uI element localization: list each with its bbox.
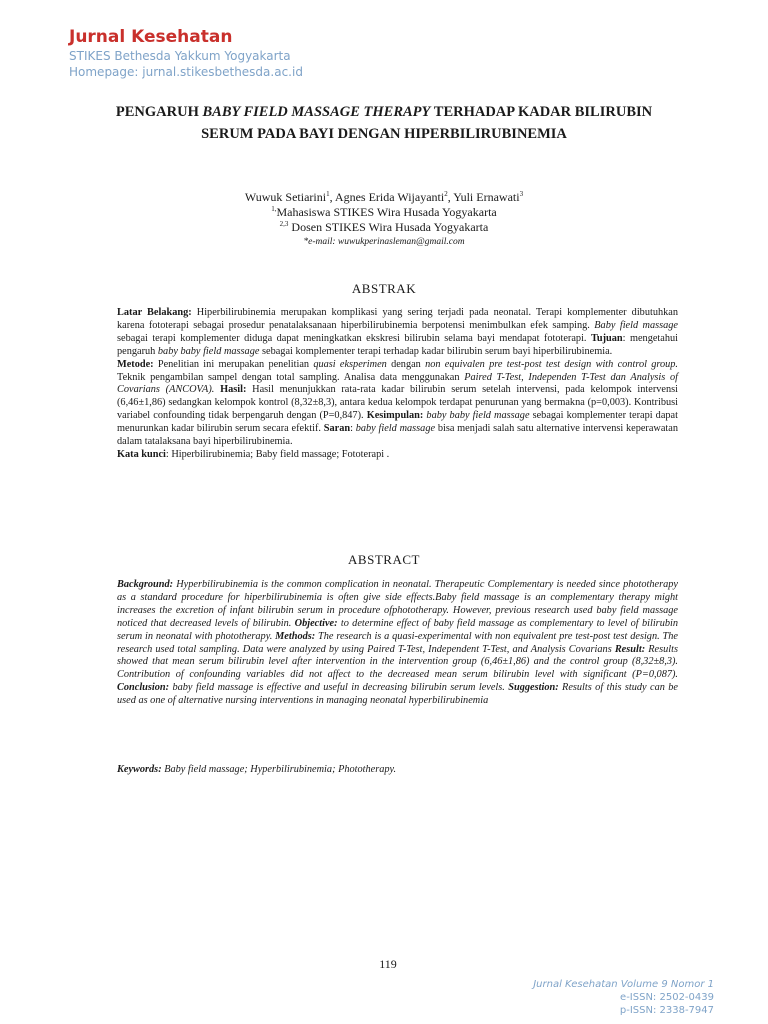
text-italic: baby baby field massage — [423, 410, 530, 422]
journal-homepage[interactable]: Homepage: jurnal.stikesbethesda.ac.id — [69, 65, 303, 79]
text: sebagai terapi komplementer diduga dapat meningkatkan ekskresi bilirubin selama bayi mendapat fototerapi. — [117, 332, 591, 344]
text: sebagai komplementer terapi dapat menurunkan kadar bilirubin serum secara efektif. — [117, 410, 678, 435]
text: Teknik pengambilan sampel dengan total sampling. Analisa data menggunakan — [117, 371, 465, 383]
author-list: Wuwuk Setiarini$^1$, Agnes Erida Wijayanti$^2$, Yuli Ernawati$^3$ — [244, 190, 524, 204]
affiliation-sup: 2,3 — [279, 220, 289, 228]
label-conclusion: Conclusion: — [117, 682, 170, 694]
label-kesimpulan: Kesimpulan: — [366, 410, 424, 422]
abstrak-heading: ABSTRAK — [351, 281, 417, 296]
author-name: Wuwuk Setiarini — [244, 190, 327, 204]
journal-institution: STIKES Bethesda Yakkum Yogyakarta — [69, 49, 291, 63]
footer — [533, 978, 714, 1017]
text: Hasil menunjukkan rata-rata kadar bilirubin serum setelah intervensi, pada kelompok intervensi (6,46±1,86) sedangkan kelompok kontrol (8,32±8,3), antara kedua kelompok terdapat penurunan yang bermakna (p=0,003). Kontribusi variabel confounding tidak berpengaruh dengan (P=0,847). — [117, 384, 678, 422]
label-tujuan: Tujuan — [590, 332, 623, 344]
author-name: Yuli Ernawati — [453, 190, 520, 204]
affiliation-text: Mahasiswa STIKES Wira Husada Yogyakarta — [276, 205, 497, 219]
abstract-heading: ABSTRACT — [348, 552, 420, 567]
text-italic: baby baby field massage — [157, 345, 260, 357]
text: Results showed that mean serum bilirubin level after intervention in the intervention group (6,46±1,86) and the control group (8,32±8,3). Contribution of confounding variables did not affect to the decreased mean serum bilirubin level with significant (P=0,087). — [117, 643, 678, 681]
author-sup: 1 — [326, 190, 330, 198]
author-sup: 3 — [519, 190, 524, 198]
label-keywords: Keywords: — [117, 764, 162, 775]
text-italic: Baby field massage — [594, 319, 679, 331]
text: Penelitian ini merupakan penelitian — [153, 358, 314, 370]
affiliation-text: Dosen STIKES Wira Husada Yogyakarta — [288, 220, 489, 234]
label-hasil: Hasil: — [214, 384, 247, 396]
affiliation-2 — [100, 220, 668, 235]
text: sebagai komplementer terapi terhadap kadar bilirubin serum bayi hiperbilirubinemia. — [259, 345, 613, 357]
title-part: TERHADAP KADAR BILIRUBIN SERUM PADA BAYI DENGAN HIPERBILIRUBINEMIA — [201, 104, 653, 142]
label-objective: Objective: — [294, 617, 338, 629]
text: The research is a quasi-experimental with non equivalent pre test-post test design. The research used total sampling. Data were analyzed by using Paired T-Test, Independent T-Test, and Analysis Covarians — [117, 630, 678, 655]
text-italic: non equivalen pre test-post test design with control group. — [425, 358, 679, 370]
text: Hiperbilirubinemia merupakan komplikasi yang sering terjadi pada neonatal. Terapi komplementer dibutuhkan karena fototerapi sebagai prosedur penatalaksanaan hiperbilirubinemia berpotensi menimbulkan efek samping. — [117, 307, 678, 331]
keywords-text: : Hiperbilirubinemia; Baby field massage; Fototerapi . — [165, 448, 390, 460]
footer-pissn: p-ISSN: 2338-7947 — [619, 1005, 714, 1016]
label-saran: Saran — [323, 423, 351, 435]
page-number: 119 — [379, 957, 397, 971]
text: Hyperbilirubinemia is the common complication in neonatal. Therapeutic Complementary is needed since phototherapy as a standard procedure for hiperbilirubinemia is often give side effects.Baby field massage is an complementary therapy might increases the excretion of infant bilirubin serum in procedure ofphototherapy. However, previous research used baby field massage noticed that decreased levels of bilirubin. — [117, 579, 678, 629]
title-italic-part: BABY FIELD MASSAGE THERAPY — [202, 104, 431, 120]
text: Results of this study can be used as one of alternative nursing interventions in managing neonatal hyperbilirubinemia — [117, 682, 678, 707]
text-italic: quasi eksperimen — [313, 358, 387, 370]
keywords-text: Baby field massage; Hyperbilirubinemia; Phototherapy. — [161, 764, 397, 775]
label-metode: Metode: — [117, 358, 154, 370]
footer-eissn: e-ISSN: 2502-0439 — [620, 992, 714, 1003]
text: : — [350, 423, 356, 435]
text-italic: Paired T-Test, Independen T-Test dan Analysis of Covarians (ANCOVA). — [117, 371, 678, 396]
authors-block — [100, 190, 668, 250]
affiliation-1 — [100, 205, 668, 220]
title-part: PENGARUH — [115, 104, 203, 120]
journal-name: Jurnal Kesehatan — [69, 27, 233, 47]
text: bisa menjadi salah satu alternative intervensi keperawatan dalam tatalaksana bayi hiperbilirubinemia. — [117, 423, 679, 448]
journal-header — [69, 26, 303, 80]
author-name: Agnes Erida Wijayanti — [334, 190, 445, 204]
affiliation-sup: 1, — [271, 205, 277, 213]
text: dengan — [386, 358, 426, 370]
text: to determine effect of baby field massage as complementary to level of bilirubin serum in neonatal with phototherapy. — [117, 617, 679, 642]
article-title — [100, 101, 668, 145]
author-email[interactable]: *e-mail: wuwukperinasleman@gmail.com — [303, 237, 465, 247]
label-latar-belakang: Latar Belakang: — [117, 307, 192, 318]
abstract-body — [117, 579, 678, 708]
author-sup: 2 — [444, 190, 448, 198]
footer-volume: Jurnal Kesehatan Volume 9 Nomor 1 — [533, 979, 714, 990]
abstrak-body — [117, 307, 678, 462]
abstract-keywords — [117, 764, 678, 775]
label-suggestion: Suggestion: — [508, 682, 559, 694]
text: baby field massage is effective and useful in decreasing bilirubin serum levels. — [169, 682, 509, 694]
label-background: Background: — [117, 579, 174, 590]
text-italic: baby field massage — [355, 423, 436, 435]
label-kata-kunci: Kata kunci — [117, 448, 166, 460]
text: : mengetahui pengaruh — [117, 332, 678, 357]
label-methods: Methods: — [275, 630, 316, 642]
label-result: Result: — [614, 643, 646, 655]
